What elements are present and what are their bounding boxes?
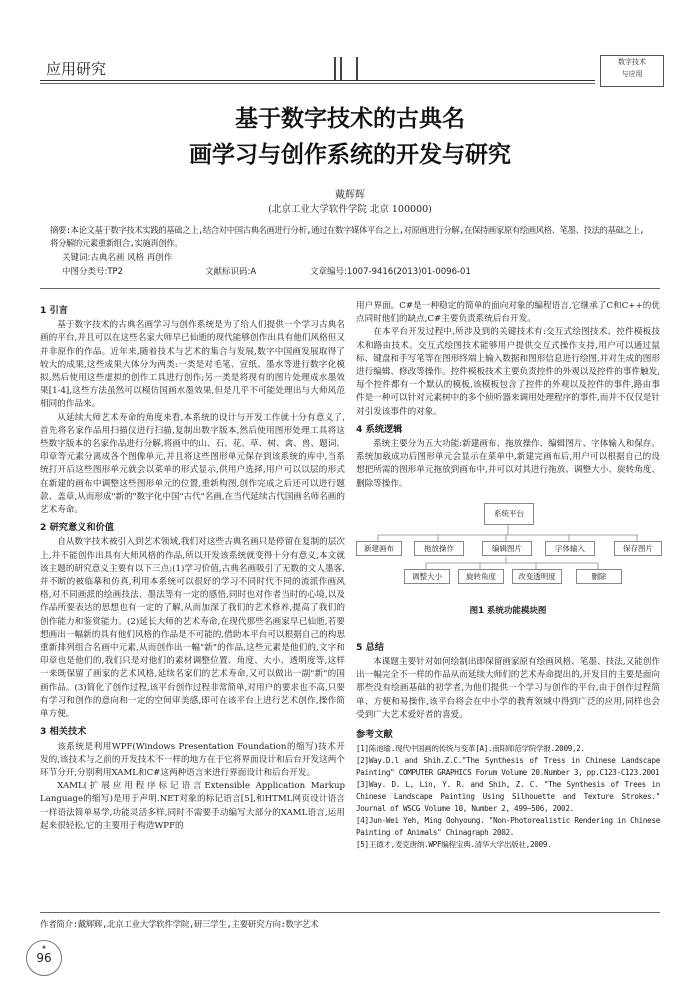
logo-line2: 与应用 bbox=[621, 70, 643, 78]
page-number: 96 bbox=[36, 951, 52, 965]
diagram-node-delete: 删除 bbox=[576, 569, 622, 584]
paragraph: XAML(扩展应用程序标记语言Extensible Application Markup Language的缩写)是用于声明.NET对象的标记语言[5],和HTML网页设计语言一样语法简单易学,功能灵活多样,同时不需要手动编写大部分的XAML语言,运用起来很轻松,它的主要用于构造WPF的 bbox=[40, 781, 345, 831]
title-line2: 画学习与创作系统的开发与研究 bbox=[189, 142, 511, 168]
diagram-node-resize: 调整大小 bbox=[404, 569, 450, 584]
doc-code: 文献标识码:A bbox=[205, 267, 257, 277]
diagram-node-rotate: 旋转角度 bbox=[458, 569, 504, 584]
right-column bbox=[356, 300, 660, 851]
author-note: 作者简介:戴辉辉,北京工业大学软件学院,研三学生,主要研究方向:数字艺术 bbox=[40, 920, 319, 930]
section-tag: 应用研究 bbox=[46, 60, 107, 78]
article-number: 文章编号:1007-9416(2013)01-0096-01 bbox=[310, 267, 471, 277]
heading-references: 参考文献 bbox=[356, 729, 393, 741]
paragraph: 自从数字技术被引入到艺术领域,我们对这些古典名画只是停留在复制的层次上,并不能创作出具有大师风格的作品,所以开发该系统就变得十分有意义,本文就该主题的研究意义主要有以下三点:(1)学习价值,古典名画吸引了无数的文人墨客,并不断的被临摹和仿真,利用本系统可以很好的学习不同时代不同的流派作画风格,对不同画派的绘画技法、墨法等有一定的感悟,同时也对作者当时的心境,以及作品所要表达的思想也有一定的了解,从而加深了我们的艺术修养,提高了我们的创作能力和鉴赏能力。(2)延长大师的艺术寿命,在现代那些名画家早已仙逝,若要想画出一幅新的具有他们风格的作品是不可能的,借助本平台可以根据自己的构思重新排列组合名画中元素,从而创作出一幅"新"的作品,这些元素是他们的,文字和印章也是他们的,我们只是对他们的素材调整位置、角度、大小、透明度等,这样一来既保留了画家的艺术风格,延续名家们的艺术寿命,又可以做出一副"新"的国画作品。(3)简化了创作过程,该平台创作过程非常简单,对用户的要求也不高,只要有学习和创作的意向和一定的空间审美感,即可在该平台上进行艺术创作,操作简单方便。 bbox=[40, 537, 345, 720]
diagram-node-text: 字体输入 bbox=[545, 541, 595, 556]
header-rule-thin bbox=[40, 83, 595, 84]
header-rule bbox=[40, 80, 595, 81]
heading-logic: 4 系统逻辑 bbox=[356, 423, 403, 435]
journal-logo bbox=[600, 55, 664, 87]
logo-line1: 数字技术 bbox=[618, 58, 646, 66]
paragraph: 从延续大师艺术寿命的角度来看,本系统的设计与开发工作就十分有意义了,首先将名家作品用扫描仪进行扫描,复制出数字版本,然后使用图形处理工具将这些数字版本的名家作品进行分解,将画中的山、石、花、草、树、禽、兽、题词、印章等元素分离成各个图像单元,并且将这些图形单元保存到该系统的库中,当系统打开后这些图形单元就会以菜单的形式显示,供用户选择,用户可以以层的形式在新建的画布中调整这些图形单元的位置,重新构图,创作完成之后还可以进行题款、盖章,从而形成"新的"数字化中国"古代"名画,在当代延续古代国画名师名画的艺术寿命。 bbox=[40, 412, 345, 516]
diagram-node-new-canvas: 新建画布 bbox=[356, 541, 402, 556]
diagram-root: 系统平台 bbox=[484, 503, 534, 525]
title-line1: 基于数字技术的古典名 bbox=[235, 106, 465, 132]
paragraph: 用户界面。C#是一种稳定的简单的面向对象的编程语言,它继承了C和C++的优点同时他们的缺点,C#主要负责系统后台开发。 bbox=[356, 301, 660, 325]
heading-significance: 2 研究意义和价值 bbox=[40, 522, 114, 534]
heading-technology: 3 相关技术 bbox=[40, 726, 87, 738]
left-column bbox=[40, 300, 345, 833]
reference-item: [3]Way. D. L, Lin, Y. R. and Shih, Z. C. "The Synthesis of Trees in Chinese Landscape Painting Using Silhouette and Texture Strokes." Journal of WSCG Volume 10, Number 2, 499~506, 2002. bbox=[356, 780, 660, 814]
affiliation: (北京工业大学软件学院 北京 100000) bbox=[268, 204, 432, 215]
badge-emblem: ✺ bbox=[41, 945, 47, 951]
paragraph: 基于数字技术的古典名画学习与创作系统是为了给人们提供一个学习古典名画的平台,并且可以在这些名家大师早已仙逝的现代能够创作出具有他们风格但又并非原作的作品。近年来,随着技术与艺术的集合与发展,数字中国画发展取得了较大的成果,这些成果大体分为两类:一类是对毛笔、宣纸、墨水等进行数字化模拟,然后使用这些虚拟的创作工具进行创作;另一类是将现有的图片处理成水墨效果[1-4],这些方法虽然可以模仿国画水墨效果,但是几乎不可能处理出与大师风范相同的作品来。 bbox=[40, 320, 345, 410]
clc-number: 中图分类号:TP2 bbox=[62, 267, 124, 277]
diagram-node-opacity: 改变透明度 bbox=[512, 569, 562, 584]
footer-divider bbox=[40, 912, 660, 913]
reference-item: [5]王德才,麦克唐纳.WPF编程宝典.清华大学出版社,2009. bbox=[356, 840, 552, 850]
page-number-badge bbox=[26, 940, 62, 976]
reference-item: [4]Jun-Wei Yeh, Ming Oohyoung. "Non-Photorealistic Rendering in Chinese Painting of Animals" Chinagraph 2002. bbox=[356, 816, 660, 838]
abstract: 摘要:本论文基于数字技术实践的基础之上,结合对中国古典名画进行分析,通过在数字媒体平台之上,对原画进行分解,在保持画家原有绘画风格、笔墨、技法的基础之上,将分解的元素重新组合,实施再创作。 bbox=[50, 225, 645, 248]
heading-intro: 1 引言 bbox=[40, 305, 68, 316]
reference-item: [1]陈池瑜.现代中国画的传统与变革[A].南阳师范学院学报.2009,2. bbox=[356, 744, 585, 754]
paragraph: 系统主要分为五大功能:新建画布、拖放操作、编辑图片、字体输入和保存。系统加载成功后图形单元会显示在菜单中,新建完画布后,用户可以根据自己的设想把所需的图形单元拖放到画布中,并可以对其进行拖放、调整大小、旋转角度、删除等操作。 bbox=[356, 439, 660, 489]
author: 戴辉辉 bbox=[335, 190, 365, 201]
reference-item: [2]Way.D.l and Shih.Z.C."The Synthesis of Tress in Chinese Landscape Painting" COMPUTER GRAPHICS Forum Volume 20.Number 3, pp.C123-C123.2001 bbox=[356, 756, 660, 778]
keywords: 关键词:古典名画 风格 再创作 bbox=[62, 253, 173, 263]
heading-conclusion: 5 总结 bbox=[356, 641, 384, 653]
diagram-node-save: 保存图片 bbox=[614, 541, 662, 556]
paragraph: 本课题主要针对如何绘制出即保留画家原有绘画风格、笔墨、技法,又能创作出一幅完全不一样的作品从而延续大师们的艺术寿命提出的,开发目的主要是面向那些没有绘画基础的初学者,为他们提供一个学习与创作的平台,由于创作过程简单、方便和易操作,该平台将会在中小学的教育领域中得到广泛的应用,同样也会受到广大艺术爱好者的喜爱。 bbox=[356, 657, 660, 720]
figure-caption: 图1 系统功能模块图 bbox=[469, 605, 547, 616]
diagram-node-edit: 编辑图片 bbox=[482, 541, 532, 556]
diagram-node-drag: 拖放操作 bbox=[414, 541, 464, 556]
divider bbox=[40, 288, 660, 289]
paragraph: 该系统是利用WPF(Windows Presentation Foundation的缩写)技术开发的,该技术与之前的开发技术不一样的地方在于它将界面设计和后台开发这两个环节分开,分别利用XAML和C#这两种语言来进行界面设计和后台开发。 bbox=[40, 741, 345, 778]
header-bars bbox=[334, 57, 364, 81]
paragraph: 在本平台开发过程中,所涉及到的关键技术有:交互式绘图技术、控件模板技术和路由技术。交互式绘图技术能够用户提供交互式操作支持,用户可以通过鼠标、键盘和手写笔等在图形终端上输入数据和图形信息进行绘图,并对生成的图形进行编辑、修改等操作。控件模板技术主要负责控件的外观以及控件的事件触发,每个控件都有一个默认的模板,该模板包含了控件的外观以及控件的事件,路由事件是一种可以针对元素树中的多个侦听器来调用处理程序的事件,而并不仅仅是针对引发该事件的对象。 bbox=[356, 327, 660, 417]
function-diagram bbox=[356, 497, 660, 637]
